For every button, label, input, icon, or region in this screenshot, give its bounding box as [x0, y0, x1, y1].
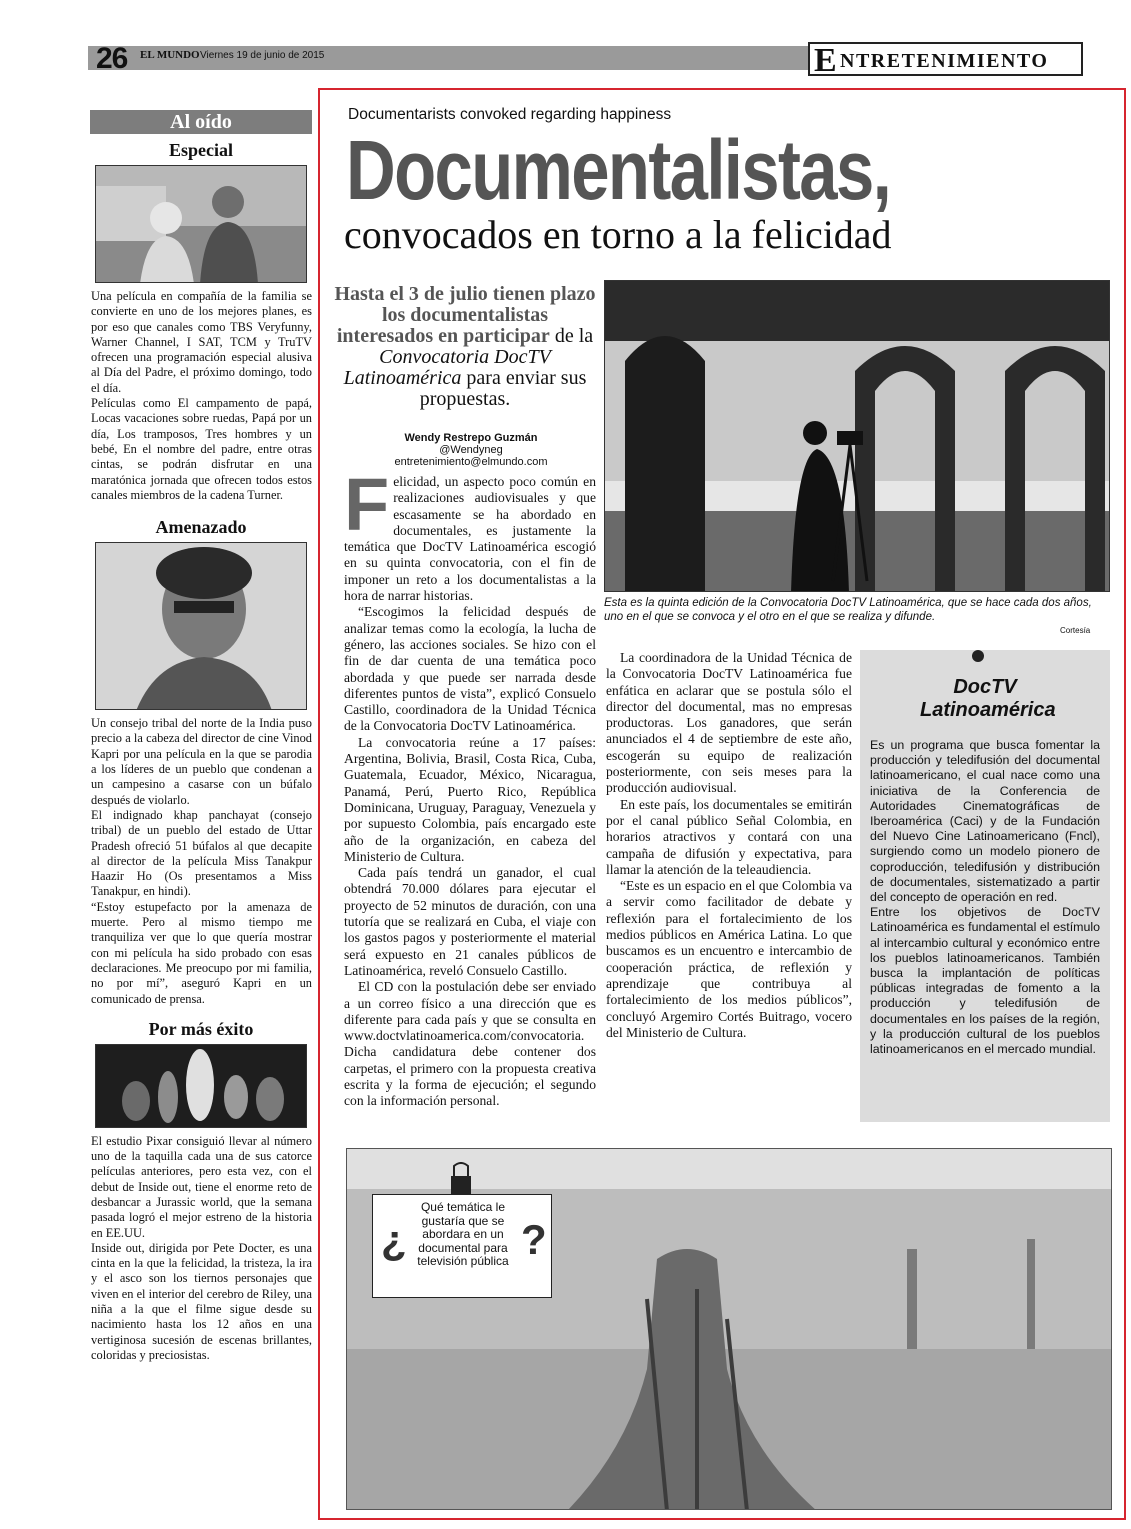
- especial-text: [90, 289, 312, 503]
- paragraph: La coordinadora de la Unidad Técnica de la Convocatoria DocTV Latinoamérica fue enfática en aclarar que se postula sólo el director del documental, mas no empresas productoras. Los ganadores, que serán anunciados el 4 de septiembre de este año, escogerán su equipo de realización posteriormente, con seis meses para la producción audiovisual.: [606, 650, 852, 796]
- paragraph: Entre los objetivos de DocTV Latinoamérica es fundamental el estímulo al intercambio cultural y económico entre los pueblos latinoamericanos. También busca la implantación de políticas públicas integradas de fomento a la producción y teledifusión de documentales en los países de la región, y la producción cultural de los pueblos latinoamericanos en el mercado mundial.: [870, 905, 1100, 1057]
- portrait-photo-icon: [96, 543, 307, 710]
- section-heading-por-mas-exito: Por más éxito: [148, 1018, 254, 1039]
- question-close: ?: [521, 1216, 547, 1263]
- newspaper-name: EL MUNDO: [140, 49, 200, 61]
- paragraph: El indignado khap panchayat (consejo tribal) de un pueblo del estado de Uttar Pradesh ofreció 51 búfalos al que decapite al director de la película Miss Tanakpur Haazir Ho (Os presentamos a Miss Tanakpur, en hindi).: [91, 807, 312, 899]
- drop-cap: F: [344, 463, 390, 546]
- paragraph: “Este es un espacio en el que Colombia va a servir como facilitador de debate y reflexión para el fortalecimiento de los medios públicos en América Latina. Lo que buscamos es un encuentro e intercambio de cooperación práctica, de reflexión y aprendizaje que contribuya al fortalecimiento de los medios públicos”, concluyó Argemiro Cortés Buitrago, vocero del Ministerio de Cultura.: [606, 878, 852, 1040]
- article-column-2: [606, 650, 852, 1041]
- deck-bold: Hasta el 3 de julio tienen plazo los documentalistas interesados en participar: [334, 283, 596, 347]
- reader-question-box: [372, 1194, 552, 1298]
- deck-pre: de la: [554, 325, 594, 347]
- photo-caption: Esta es la quinta edición de la Convocatoria DocTV Latinoamérica, que se hace cada dos años, uno en el que se convoca y el otro en el que se realiza y difunde.: [604, 597, 1092, 623]
- deck-italic: Convocatoria DocTV Latinoamérica: [343, 346, 551, 389]
- couple-photo-icon: [96, 166, 307, 283]
- section-heading-amenazado: Amenazado: [155, 517, 247, 538]
- amenazado-text: [90, 716, 312, 1007]
- paragraph: Es un programa que busca fomentar la producción y teledifusión del documental latinoamericano, el cual nace como una iniciativa de la Conferencia de Autoridades Cinematográficas de Iberoamérica (Caci) y de la Fundación del Nuevo Cine Latinoamericano (Fncl), surgiendo como un modelo pionero de coproducción, teledifusión y distribución de documentales, sistematizado a partir del concepto de operación en red.: [870, 738, 1100, 905]
- animated-characters-icon: [96, 1045, 307, 1128]
- question-open: ¿: [381, 1216, 407, 1263]
- paragraph: “Escogimos la felicidad después de analizar temas como la ecología, la lucha de género, las acciones sociales. Se hizo con el fin de dar cuenta de una temática poco abordada y que puede ser narrada desde diferentes puntos de vista”, explicó Consuelo Castillo, coordinadora de la Unidad Técnica de la Convocatoria DocTV Latinoamérica.: [344, 604, 596, 734]
- paragraph: Una película en compañía de la familia se convierte en uno de los mejores planes, es por eso que canales como TBS Veryfunny, Warner Channel, I SAT, TCM y TruTV ofrecen una programación especial alusiva al Día del Padre, el próximo domingo, todo el día.: [91, 289, 312, 395]
- paragraph: La convocatoria reúne a 17 países: Argentina, Bolivia, Brasil, Costa Rica, Cuba, Guatemala, Ecuador, México, Nicaragua, Panamá, Perú, Puerto Rico, República Dominicana, Uruguay, Paraguay, Venezuela y por supuesto Colombia, país encargado este año de la organización, en cabeza del Ministerio de Cultura.: [344, 734, 596, 864]
- section-initial: E: [814, 42, 837, 79]
- photo-amenazado: [95, 542, 307, 710]
- issue-date: Viernes 19 de junio de 2015: [200, 50, 325, 61]
- sidebar-title: DocTV Latinoamérica: [920, 676, 1056, 721]
- arches-photo-icon: [605, 281, 1110, 592]
- deck-post: para enviar sus propuestas.: [419, 367, 587, 410]
- sidebar-text: [870, 738, 1100, 1057]
- binder-clip-icon: [450, 1162, 472, 1198]
- sidebar-doctv: [860, 650, 1110, 1122]
- section-name: NTRETENIMIENTO: [840, 50, 1049, 72]
- paragraph: Felicidad, un aspecto poco común en realizaciones audiovisuales y que escasamente se ha abordado en documentales, es justamente la temática que DocTV Latinoamérica escogió en su quinta convocatoria, con el fin de imponer un reto a los documentalistas a la hora de narrar historias.: [344, 463, 596, 604]
- pin-icon: [972, 650, 984, 662]
- paragraph: Un consejo tribal del norte de la India puso precio a la cabeza del director de cine Vinod Kapri por una película en la que se parodia a los líderes de un pueblo que condenan a un campesino a casarse con un búfalo después de violarlo.: [91, 716, 312, 807]
- article-deck: [334, 284, 596, 410]
- author-handle: @Wendyneg: [439, 444, 503, 456]
- section-label: [808, 42, 1083, 79]
- reader-question: Qué temática le gustaría que se abordara en un documental para televisión pública: [417, 1200, 509, 1269]
- photo-arches-camera: [604, 280, 1110, 592]
- page-header: [88, 42, 1088, 79]
- paragraph: Inside out, dirigida por Pete Docter, es una cinta en la que la felicidad, la tristeza, la ira y el asco son los tiernos personajes que viven en el interior del cerebro de Riley, una niña a la que el filme sigue desde su nacimiento hasta los 12 años en una vertiginosa sucesión de escenas brillantes, coloridas y preciosistas.: [91, 1240, 312, 1362]
- paragraph: Cada país tendrá un ganador, el cual obtendrá 70.000 dólares para ejecutar el proyecto de 52 minutos de duración, con una tutoría que se realizará en Cuba, el viaje con los gastos pagos y posteriormente el material será expuesto en 21 canales públicos de Latinoamérica, reveló Consuelo Castillo.: [344, 865, 596, 978]
- author-name: Wendy Restrepo Guzmán: [404, 432, 538, 444]
- photo-credit: Cortesía: [1060, 626, 1091, 635]
- column-banner: Al oído: [90, 110, 312, 134]
- paragraph: El CD con la postulación debe ser enviado a un correo físico a una dirección que es diferente para cada país y que se consulta en www.doctvlatinoamerica.com/convocatoria. Dicha candidatura debe contener dos carpetas, el primero con la propuesta creativa escrita y la forma de ejecución; el segundo con la información personal.: [344, 979, 596, 1109]
- paragraph: En este país, los documentales se emitirán por el canal público Señal Colombia, en horarios atractivos y contará con una campaña de difusión y expectativa, para llamar la atención de la teleaudiencia.: [606, 796, 852, 877]
- page-number: 26: [96, 42, 128, 75]
- photo-especial: [95, 165, 307, 283]
- article-headline: Documentalistas,: [346, 123, 891, 217]
- article-column-1: [344, 463, 596, 1110]
- article-kicker: Documentarists convoked regarding happiness: [348, 106, 672, 123]
- section-heading-especial: Especial: [168, 140, 233, 160]
- photo-inside-out: [95, 1044, 307, 1128]
- al-oido-column: [90, 110, 312, 1363]
- por-mas-exito-text: [90, 1134, 312, 1363]
- author-email: entretenimiento@elmundo.com: [394, 456, 548, 468]
- paragraph: Películas como El campamento de papá, Locas vacaciones sobre ruedas, Papá por un día, Los tramposos, Tres hombres y un bebé, En el nombre del padre, entre otras cintas, se podrán disfrutar en una maratónica jornada que ofrecen todos estos canales miembros de la cadena Turner.: [91, 396, 312, 502]
- paragraph: El estudio Pixar consiguió llevar al número uno de la taquilla cada una de sus catorce películas anteriores, pero esta vez, con el debut de Inside out, tiene el enorme reto de desbancar a Jurassic world, que la semana pasada logró el mejor estreno de la historia en EE.UU.: [91, 1133, 312, 1240]
- article-subhead: convocados en torno a la felicidad: [344, 212, 892, 257]
- paragraph: “Estoy estupefacto por la amenaza de muerte. Pero al mismo tiempo me tranquiliza ver que lo que quería mostrar con mi película ha sido probado con esas declaraciones. Me preocupo por mi familia, no por mí”, aseguró Kapri en un comunicado de prensa.: [91, 899, 312, 1006]
